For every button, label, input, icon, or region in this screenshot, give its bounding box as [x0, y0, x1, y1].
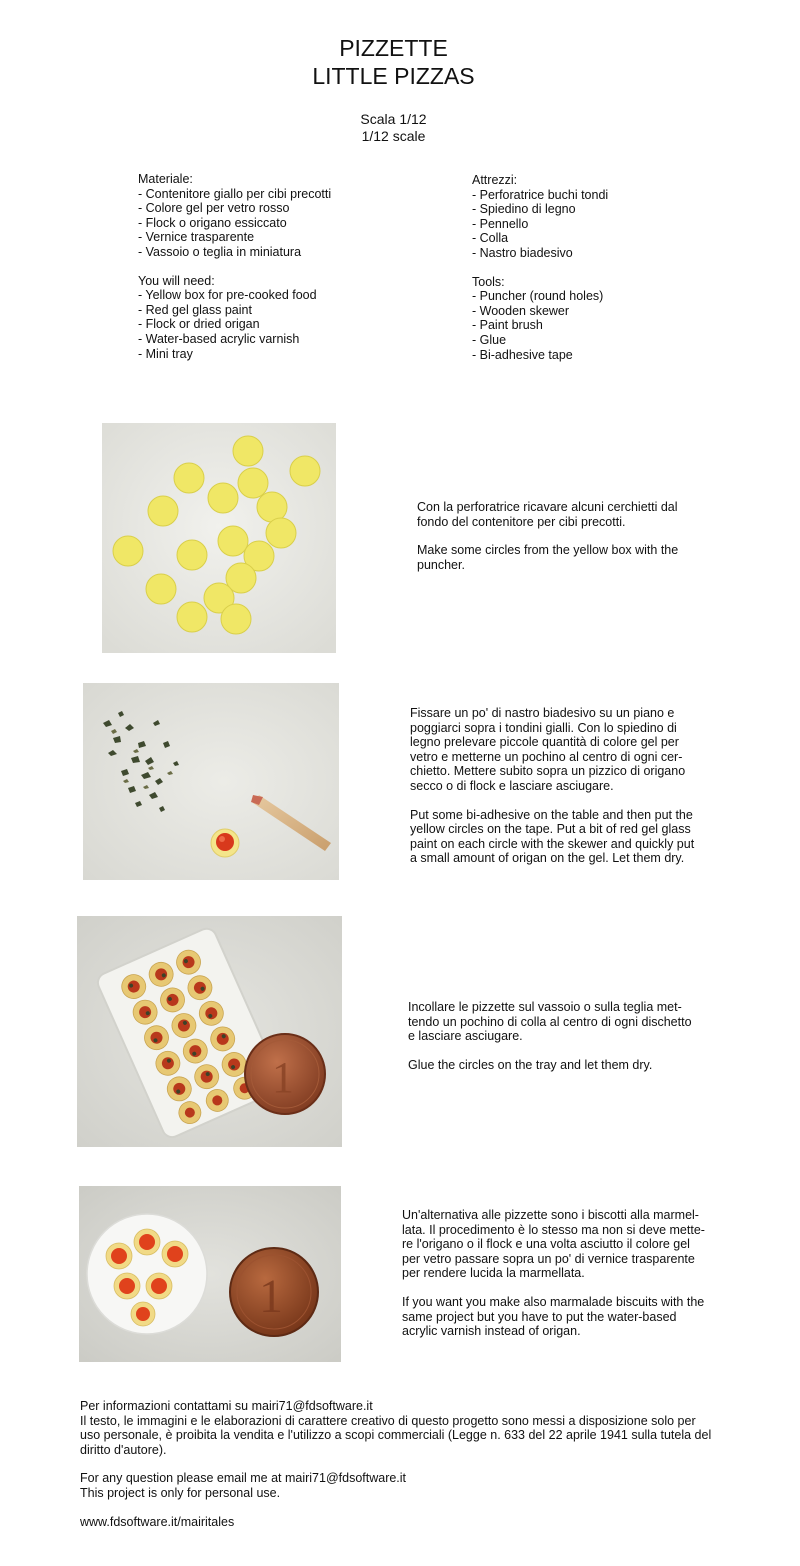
- scale-italian: Scala 1/12: [360, 111, 427, 127]
- step-text-it: per vetro passare sopra un po' di vernice trasparente: [402, 1251, 695, 1266]
- materials-heading-it: Materiale:: [138, 172, 193, 186]
- tools-item: - Pennello: [472, 216, 529, 231]
- materials-item: - Vernice trasparente: [138, 230, 255, 245]
- materials-item: - Yellow box for pre-cooked food: [138, 288, 317, 303]
- step-text-en: puncher.: [417, 557, 465, 572]
- step-text-en: same project but you have to put the water-based: [402, 1309, 677, 1324]
- scale-note: [0, 111, 787, 145]
- tools-item: - Wooden skewer: [472, 303, 570, 318]
- step-text-it: secco o di flock e lasciare asciugare.: [410, 778, 614, 793]
- tools-item: - Nastro biadesivo: [472, 245, 573, 260]
- tools-list: [472, 173, 752, 362]
- materials-item: - Contenitore giallo per cibi precotti: [138, 186, 332, 201]
- step-text-it: poggiarci sopra i tondini gialli. Con lo spiedino di: [410, 720, 677, 735]
- contact-it: Per informazioni contattami su mairi71@fdsoftware.it: [80, 1399, 373, 1413]
- tools-heading-en: Tools:: [472, 274, 505, 289]
- step-text-it: tendo un pochino di colla al centro di ogni dischetto: [408, 1014, 692, 1029]
- contact-en: For any question please email me at mairi71@fdsoftware.it: [80, 1471, 407, 1486]
- step-text-en: If you want you make also marmalade biscuits with the: [402, 1294, 705, 1309]
- rights-it: Il testo, le immagini e le elaborazioni di carattere creativo di questo progetto sono messi a disposizione solo per: [80, 1413, 696, 1428]
- step-text-it: fondo del contenitore per cibi precotti.: [417, 514, 626, 529]
- step-text-it: vetro e metterne un pochino al centro di ogni cer-: [410, 749, 683, 764]
- materials-item: - Water-based acrylic varnish: [138, 331, 300, 346]
- tools-item: - Perforatrice buchi tondi: [472, 187, 609, 202]
- step-text-en: Glue the circles on the tray and let them dry.: [408, 1057, 653, 1072]
- materials-heading-en: You will need:: [138, 273, 215, 288]
- step-4-text: [402, 1208, 742, 1339]
- tools-item: - Glue: [472, 332, 507, 347]
- rights-en: This project is only for personal use.: [80, 1485, 281, 1500]
- scale-english: 1/12 scale: [361, 128, 426, 144]
- website-link[interactable]: www.fdsoftware.it/mairitales: [80, 1514, 235, 1529]
- materials-item: - Flock o origano essiccato: [138, 215, 287, 230]
- materials-list: [138, 172, 438, 361]
- step-text-en: yellow circles on the tape. Put a bit of red gel glass: [410, 822, 691, 837]
- step-text-it: Un'alternativa alle pizzette sono i biscotti alla marmel-: [402, 1208, 699, 1222]
- step-text-it: Fissare un po' di nastro biadesivo su un piano e: [410, 706, 675, 720]
- step-text-it: per rendere lucida la marmellata.: [402, 1266, 585, 1281]
- step-text-it: re l'origano o il flock e una volta asciutto il colore gel: [402, 1237, 690, 1252]
- step-text-en: a small amount of origan on the gel. Let them dry.: [410, 851, 685, 866]
- photo-skewer-and-origan: [83, 683, 339, 880]
- photo-marmalade-biscuits: [79, 1186, 341, 1362]
- step-text-en: Make some circles from the yellow box with the: [417, 543, 679, 558]
- step-text-en: acrylic varnish instead of origan.: [402, 1324, 581, 1339]
- tools-item: - Colla: [472, 231, 509, 246]
- materials-item: - Vassoio o teglia in miniatura: [138, 244, 302, 259]
- step-text-it: Incollare le pizzette sul vassoio o sulla teglia met-: [408, 1000, 682, 1014]
- tools-item: - Paint brush: [472, 318, 543, 333]
- materials-item: - Red gel glass paint: [138, 302, 252, 317]
- rights-it: diritto d'autore).: [80, 1442, 167, 1457]
- title-italian: PIZZETTE: [339, 35, 448, 61]
- page-title: [0, 34, 787, 90]
- svg-text:1: 1: [272, 1053, 294, 1102]
- step-1-text: [417, 500, 737, 572]
- materials-item: - Colore gel per vetro rosso: [138, 201, 290, 216]
- step-2-text: [410, 706, 740, 866]
- tools-item: - Puncher (round holes): [472, 289, 604, 304]
- step-text-it: legno prelevare piccole quantità di colore gel per: [410, 735, 679, 750]
- tools-item: - Spiedino di legno: [472, 202, 576, 217]
- step-text-it: lata. Il procedimento è lo stesso ma non si deve mette-: [402, 1222, 705, 1237]
- footer: [80, 1399, 720, 1529]
- step-text-it: chietto. Mettere subito sopra un pizzico di origano: [410, 764, 686, 779]
- photo-yellow-circles: [102, 423, 336, 653]
- tools-item: - Bi-adhesive tape: [472, 347, 573, 362]
- materials-item: - Mini tray: [138, 346, 193, 361]
- title-english: LITTLE PIZZAS: [312, 63, 475, 89]
- svg-text:1: 1: [259, 1270, 283, 1323]
- step-3-text: [408, 1000, 728, 1072]
- step-text-en: paint on each circle with the skewer and quickly put: [410, 836, 695, 851]
- tools-heading-it: Attrezzi:: [472, 173, 518, 187]
- step-text-en: Put some bi-adhesive on the table and then put the: [410, 807, 693, 822]
- photo-tray-with-pizzette: [77, 916, 342, 1147]
- step-text-it: e lasciare asciugare.: [408, 1029, 523, 1044]
- materials-item: - Flock or dried origan: [138, 317, 260, 332]
- step-text-it: Con la perforatrice ricavare alcuni cerchietti dal: [417, 500, 678, 514]
- rights-it: uso personale, è proibita la vendita e l'utilizzo a scopi commerciali (Legge n. 633 del 22 aprile 1941 sulla tutela del: [80, 1428, 712, 1443]
